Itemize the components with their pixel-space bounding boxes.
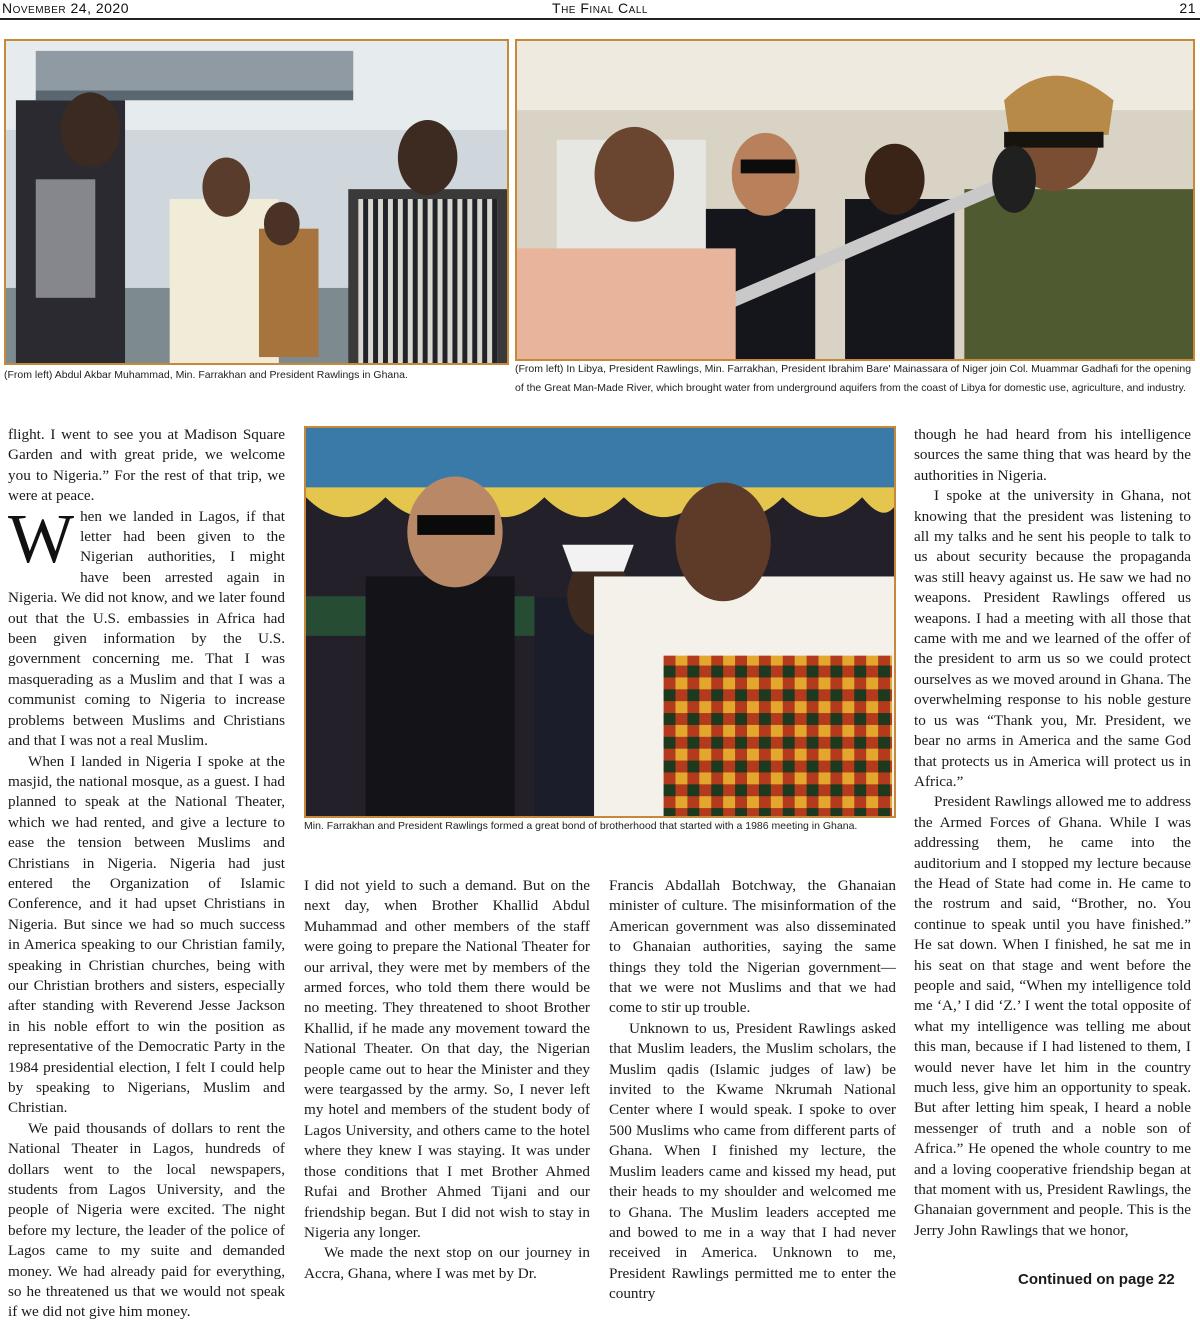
- paragraph-text: hen we landed in Lagos, if that letter had been given to the Nigerian authorities, I might have been arrested again in Nigeria. We did not know, and we later found out that the U.S. embassies in Africa had been given information by the U.S. government concerning me. That I was masquerading as a Muslim and that I was a communist coming to Nigeria to increase problems between Muslims and Christians and that I was not a real Muslim.: [8, 507, 285, 750]
- issue-date: November 24, 2020: [2, 0, 130, 16]
- paragraph: I spoke at the university in Ghana, not knowing that the president was listening to all my talks and he sent his people to talk to us about security because the propaganda was still heavy against us. He saw we had no weapons. President Rawlings offered us weapons. I had a meeting with all those that came with me and we learned of the offer of the president to arm us so we could protect ourselves as we moved around in Ghana. The overwhelming response to his noble gesture to us was “Thank you, Mr. President, we bear no arms in America and the same God that protects us in America will protect us in Africa.”: [914, 487, 1191, 790]
- page-number: 21: [1179, 0, 1196, 16]
- photo-handshake-ghana: [4, 39, 509, 365]
- photo-farrakhan-rawlings: [304, 426, 896, 818]
- dropcap: W: [8, 500, 75, 578]
- continued-on-link[interactable]: Continued on page 22: [1018, 1271, 1175, 1288]
- photo3-caption: Min. Farrakhan and President Rawlings formed a great bond of brotherhood that started with a 1986 meeting in Ghana.: [304, 820, 858, 832]
- page-header: [0, 0, 1200, 18]
- photo2-caption: (From left) In Libya, President Rawlings, Min. Farrakhan, President Ibrahim Bare' Mainassara of Niger join Col. Muammar Gadhafi for the opening of the Great Man-Made River, which brought water from underground aquifers from the coast of Libya for domestic use, agriculture, and industry.: [515, 363, 1192, 394]
- paragraph: though he had heard from his intelligence sources the same thing that was heard by the authorities in Nigeria.: [914, 426, 1191, 484]
- photo1-caption: (From left) Abdul Akbar Muhammad, Min. Farrakhan and President Rawlings in Ghana.: [4, 369, 408, 381]
- paragraph: Francis Abdallah Botchway, the Ghanaian minister of culture. The misinformation of the American government was also disseminated to Ghanaian authorities, saying the same things they told the Nigerian government—that we were not Muslims and that we had come to stir up trouble.: [609, 877, 896, 1017]
- paragraph: We paid thousands of dollars to rent the National Theater in Lagos, hundreds of dollars went to the local newspapers, students from Lagos University, and the people of Nigeria were excited. The night before my lecture, the leader of the police of Lagos came to my suite and demanded money. We had already paid for everything, so he threatened us that we would not speak if we did not give him money.: [8, 1119, 285, 1321]
- article-column-1: [8, 425, 285, 1323]
- paragraph: I did not yield to such a demand. But on the next day, when Brother Khallid Abdul Muhammad and other members of the staff were going to prepare the National Theater for our arrival, they were met by members of the armed forces, who told them there would be no meeting. They threatened to shoot Brother Khallid, if he made any movement toward the National Theater. On that day, the Nigerian people came out to hear the Minister and they were teargassed by the army. So, I never left my hotel and members of the student body of Lagos University, and others came to the hotel where they knew I was staying. It was under those conditions that I met Brother Ahmed Rufai and Brother Ahmed Tijani and our friendship began. But I did not wish to stay in Nigeria any longer.: [304, 877, 590, 1241]
- article-column-4: [914, 425, 1191, 1241]
- photo-libya-man-made-river: [515, 39, 1195, 361]
- paragraph: President Rawlings allowed me to address the Armed Forces of Ghana. While I was addressing them, he came into the auditorium and I stopped my lecture because the Head of State had come in. He came to the rostrum and said, “Brother, no. You continue to speak until you have finished.” He sat down. When I finished, he sat me in his seat on that stage and went before the people and said, “When my intelligence told me ‘A,’ I did ‘Z.’ I went the total opposite of what my intelligence was telling me about this man, because if I had listened to them, I would never have let him in the country much less, give him an opportunity to speak. But after letting him speak, I heard a noble messenger of truth and a noble son of Africa.” He opened the whole country to me and a loving cooperative friendship began at that moment with us, President Rawlings, the Ghanaian government and people. This is the Jerry John Rawlings that we honor,: [914, 793, 1191, 1239]
- article-column-2: [304, 876, 590, 1284]
- publication-name: The Final Call: [552, 0, 648, 16]
- paragraph: When I landed in Nigeria I spoke at the masjid, the national mosque, as a guest. I had planned to speak at the National Theater, which we had rented, and give a lecture to ease the tension between Muslims and Christians in Nigeria. Nigeria had just entered the Organization of Islamic Conference, and it had upset Christians in Nigeria. But since we had so much success in America speaking to our Christian family, speaking in Christian churches, being with our Christian brothers and sisters, especially after standing with Reverend Jesse Jackson in his noble effort to win the position as representative of the Democratic Party in the 1984 presidential election, I felt I could help by speaking to Nigerians, Muslim and Christian.: [8, 752, 285, 1117]
- article-column-3: [609, 876, 896, 1305]
- paragraph: Unknown to us, President Rawlings asked that Muslim leaders, the Muslim scholars, the Muslim qadis (Islamic judges of law) be invited to the Kwame Nkrumah National Center where I would speak. I spoke to over 500 Muslims who came from different parts of Ghana. When I finished my lecture, the Muslim leaders came and kissed my head, put their heads to my shoulder and welcomed me to Ghana. The Muslim leaders accepted me and bowed to me in a way that I had never received in America. Unknown to me, President Rawlings permitted me to enter the country: [609, 1019, 896, 1303]
- paragraph: flight. I went to see you at Madison Square Garden and with great pride, we welcome you to Nigeria.” For the rest of that trip, we were at peace.: [8, 426, 285, 505]
- paragraph-with-dropcap: [8, 500, 285, 752]
- header-rule: [0, 18, 1200, 20]
- paragraph: We made the next stop on our journey in Accra, Ghana, where I was met by Dr.: [304, 1244, 590, 1282]
